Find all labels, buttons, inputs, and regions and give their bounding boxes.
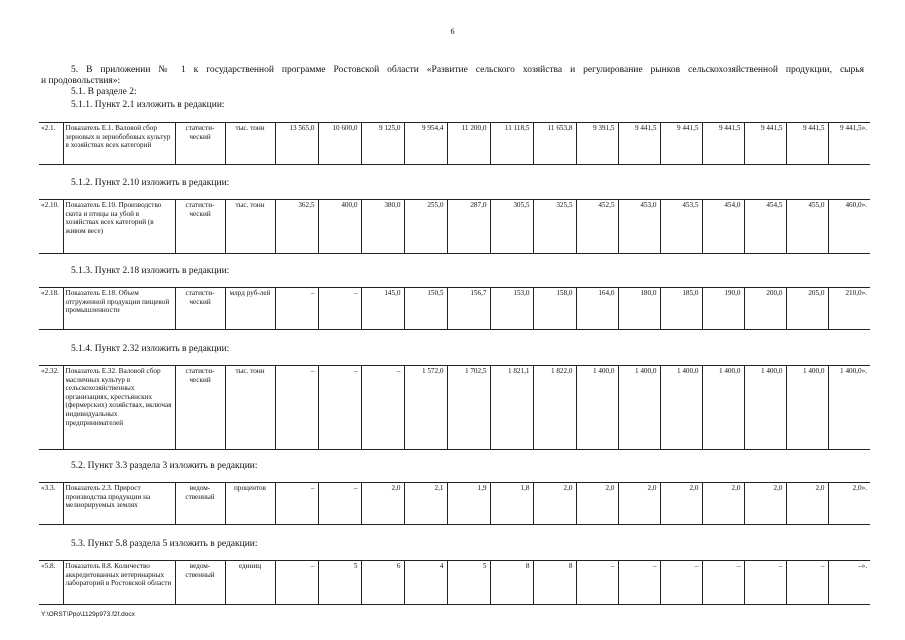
value-cell: 1 821,1 bbox=[490, 366, 533, 450]
value-cell: 180,0 bbox=[618, 288, 660, 330]
value-cell: 1 400,0 bbox=[576, 366, 618, 450]
value-cell: 1 400,0». bbox=[828, 366, 870, 450]
value-cell: 453,0 bbox=[618, 200, 660, 254]
value-cell: 454,0 bbox=[702, 200, 744, 254]
value-cell: 2,0 bbox=[618, 483, 660, 525]
heading-5-2: 5.2. Пункт 3.3 раздела 3 изложить в редакции: bbox=[71, 461, 258, 471]
value-cell: 8 bbox=[490, 561, 533, 605]
table-row bbox=[39, 200, 870, 254]
heading-5-3: 5.3. Пункт 5.8 раздела 5 изложить в редакции: bbox=[71, 539, 258, 549]
unit-cell: тыс. тонн bbox=[225, 200, 275, 254]
value-cell: 4 bbox=[404, 561, 447, 605]
value-cell: 190,0 bbox=[702, 288, 744, 330]
unit-cell: тыс. тонн bbox=[225, 123, 275, 165]
file-path-footer: Y:\ORST\Ppo\1129p973.f2f.docx bbox=[41, 611, 135, 618]
table-row bbox=[39, 366, 870, 450]
heading-5-1-3: 5.1.3. Пункт 2.18 изложить в редакции: bbox=[71, 266, 230, 276]
value-cell: 5 bbox=[318, 561, 361, 605]
value-cell: 453,5 bbox=[660, 200, 702, 254]
heading-5-1: 5.1. В разделе 2: bbox=[71, 87, 137, 97]
value-cell: – bbox=[318, 288, 361, 330]
value-cell: 287,0 bbox=[447, 200, 490, 254]
value-cell: 452,5 bbox=[576, 200, 618, 254]
value-cell: – bbox=[361, 366, 404, 450]
value-cell: 362,5 bbox=[275, 200, 318, 254]
value-cell: – bbox=[744, 561, 786, 605]
value-cell: 2,0 bbox=[533, 483, 576, 525]
value-cell: 11 118,5 bbox=[490, 123, 533, 165]
value-cell: 2,0 bbox=[660, 483, 702, 525]
value-cell: 1 400,0 bbox=[618, 366, 660, 450]
indicator-table-r3-3 bbox=[39, 482, 870, 525]
row-number: «2.1. bbox=[41, 124, 56, 132]
value-cell: 11 653,8 bbox=[533, 123, 576, 165]
indicator-table-r2-32 bbox=[39, 365, 870, 450]
value-cell: – bbox=[275, 483, 318, 525]
value-cell: 10 600,0 bbox=[318, 123, 361, 165]
value-cell: – bbox=[275, 366, 318, 450]
value-cell: 2,0 bbox=[786, 483, 828, 525]
intro-line-2: и продовольствия»: bbox=[41, 76, 121, 86]
table-row bbox=[39, 483, 870, 525]
indicator-table-r5-8 bbox=[39, 560, 870, 605]
value-cell: 460,0». bbox=[828, 200, 870, 254]
value-cell: 2,0 bbox=[361, 483, 404, 525]
method-cell: статисти-ческий bbox=[175, 123, 225, 165]
indicator-table-r2-18 bbox=[39, 287, 870, 330]
indicator-name: Показатель Е.18. Объем отгруженной продукции пищевой промышленности bbox=[63, 288, 175, 330]
row-number: «3.3. bbox=[41, 484, 56, 492]
intro-paragraph bbox=[41, 65, 864, 87]
value-cell: 400,0 bbox=[318, 200, 361, 254]
indicator-name: Показатель 8.8. Количество аккредитованных ветеринарных лабораторий в Ростовской области bbox=[63, 561, 175, 605]
value-cell: 1 400,0 bbox=[744, 366, 786, 450]
value-cell: 210,0». bbox=[828, 288, 870, 330]
value-cell: 6 bbox=[361, 561, 404, 605]
value-cell: 2,0 bbox=[702, 483, 744, 525]
heading-5-1-2: 5.1.2. Пункт 2.10 изложить в редакции: bbox=[71, 178, 230, 188]
value-cell: 325,5 bbox=[533, 200, 576, 254]
value-cell: – bbox=[786, 561, 828, 605]
unit-cell: единиц bbox=[225, 561, 275, 605]
method-cell: ведом-ственный bbox=[175, 483, 225, 525]
value-cell: 380,0 bbox=[361, 200, 404, 254]
value-cell: – bbox=[702, 561, 744, 605]
value-cell: 1,8 bbox=[490, 483, 533, 525]
unit-cell: млрд руб-лей bbox=[225, 288, 275, 330]
value-cell: – bbox=[275, 288, 318, 330]
value-cell: 156,7 bbox=[447, 288, 490, 330]
indicator-name: Показатель Е.1. Валовой сбор зерновых и зернобобовых культур в хозяйствах всех категорий bbox=[63, 123, 175, 165]
indicator-table-r2-10 bbox=[39, 199, 870, 254]
method-cell: статисти-ческий bbox=[175, 366, 225, 450]
heading-5-1-1: 5.1.1. Пункт 2.1 изложить в редакции: bbox=[71, 100, 225, 110]
value-cell: 153,0 bbox=[490, 288, 533, 330]
indicator-name: Показатель 2.3. Прирост производства продукции на мелиорируемых землях bbox=[63, 483, 175, 525]
table-row bbox=[39, 288, 870, 330]
value-cell: 145,0 bbox=[361, 288, 404, 330]
row-number: «2.10. bbox=[41, 201, 59, 209]
value-cell: 13 565,0 bbox=[275, 123, 318, 165]
value-cell: 158,0 bbox=[533, 288, 576, 330]
value-cell: 185,0 bbox=[660, 288, 702, 330]
value-cell: 1 572,0 bbox=[404, 366, 447, 450]
value-cell: 9 441,5 bbox=[618, 123, 660, 165]
value-cell: 1 400,0 bbox=[786, 366, 828, 450]
value-cell: 205,0 bbox=[786, 288, 828, 330]
value-cell: 8 bbox=[533, 561, 576, 605]
heading-5-1-4: 5.1.4. Пункт 2.32 изложить в редакции: bbox=[71, 344, 230, 354]
value-cell: 164,0 bbox=[576, 288, 618, 330]
indicator-name: Показатель Е.10. Производство скота и птицы на убой в хозяйствах всех категорий (в живом весе) bbox=[63, 200, 175, 254]
value-cell: 9 441,5 bbox=[786, 123, 828, 165]
value-cell: 11 200,0 bbox=[447, 123, 490, 165]
value-cell: 2,1 bbox=[404, 483, 447, 525]
value-cell: 2,0». bbox=[828, 483, 870, 525]
value-cell: 255,0 bbox=[404, 200, 447, 254]
unit-cell: процентов bbox=[225, 483, 275, 525]
value-cell: – bbox=[318, 366, 361, 450]
unit-cell: тыс. тонн bbox=[225, 366, 275, 450]
value-cell: – bbox=[318, 483, 361, 525]
row-number: «2.18. bbox=[41, 289, 59, 297]
method-cell: ведом-ственный bbox=[175, 561, 225, 605]
value-cell: – bbox=[618, 561, 660, 605]
method-cell: статисти-ческий bbox=[175, 288, 225, 330]
value-cell: – bbox=[275, 561, 318, 605]
value-cell: 9 441,5 bbox=[702, 123, 744, 165]
value-cell: 1 822,0 bbox=[533, 366, 576, 450]
value-cell: 455,0 bbox=[786, 200, 828, 254]
value-cell: 2,0 bbox=[744, 483, 786, 525]
page-number: 6 bbox=[450, 27, 455, 36]
value-cell: 1 702,5 bbox=[447, 366, 490, 450]
value-cell: 1,9 bbox=[447, 483, 490, 525]
value-cell: 9 441,5 bbox=[660, 123, 702, 165]
table-row bbox=[39, 123, 870, 165]
value-cell: 9 441,5 bbox=[744, 123, 786, 165]
indicator-name: Показатель Е.32. Валовой сбор масличных культур в сельскохозяйственных организациях, крестьянских (фермерских) хозяйствах, включая индивидуальных предпринимателей bbox=[63, 366, 175, 450]
value-cell: 5 bbox=[447, 561, 490, 605]
value-cell: 1 400,0 bbox=[660, 366, 702, 450]
row-number: «2.32. bbox=[41, 367, 59, 375]
value-cell: – bbox=[660, 561, 702, 605]
value-cell: 9 441,5». bbox=[828, 123, 870, 165]
value-cell: –». bbox=[828, 561, 870, 605]
value-cell: 1 400,0 bbox=[702, 366, 744, 450]
intro-line-1: 5. В приложении № 1 к государственной программе Ростовской области «Развитие сельского хозяйства и регулирование рынков сельскохозяйственной продукции, сырья bbox=[71, 65, 864, 75]
value-cell: 150,5 bbox=[404, 288, 447, 330]
table-row bbox=[39, 561, 870, 605]
value-cell: – bbox=[576, 561, 618, 605]
value-cell: 2,0 bbox=[576, 483, 618, 525]
value-cell: 305,5 bbox=[490, 200, 533, 254]
method-cell: статисти-ческий bbox=[175, 200, 225, 254]
value-cell: 454,5 bbox=[744, 200, 786, 254]
value-cell: 9 125,0 bbox=[361, 123, 404, 165]
row-number: «5.8. bbox=[41, 562, 56, 570]
value-cell: 200,0 bbox=[744, 288, 786, 330]
value-cell: 9 391,5 bbox=[576, 123, 618, 165]
indicator-table-r2-1 bbox=[39, 122, 870, 165]
value-cell: 9 954,4 bbox=[404, 123, 447, 165]
